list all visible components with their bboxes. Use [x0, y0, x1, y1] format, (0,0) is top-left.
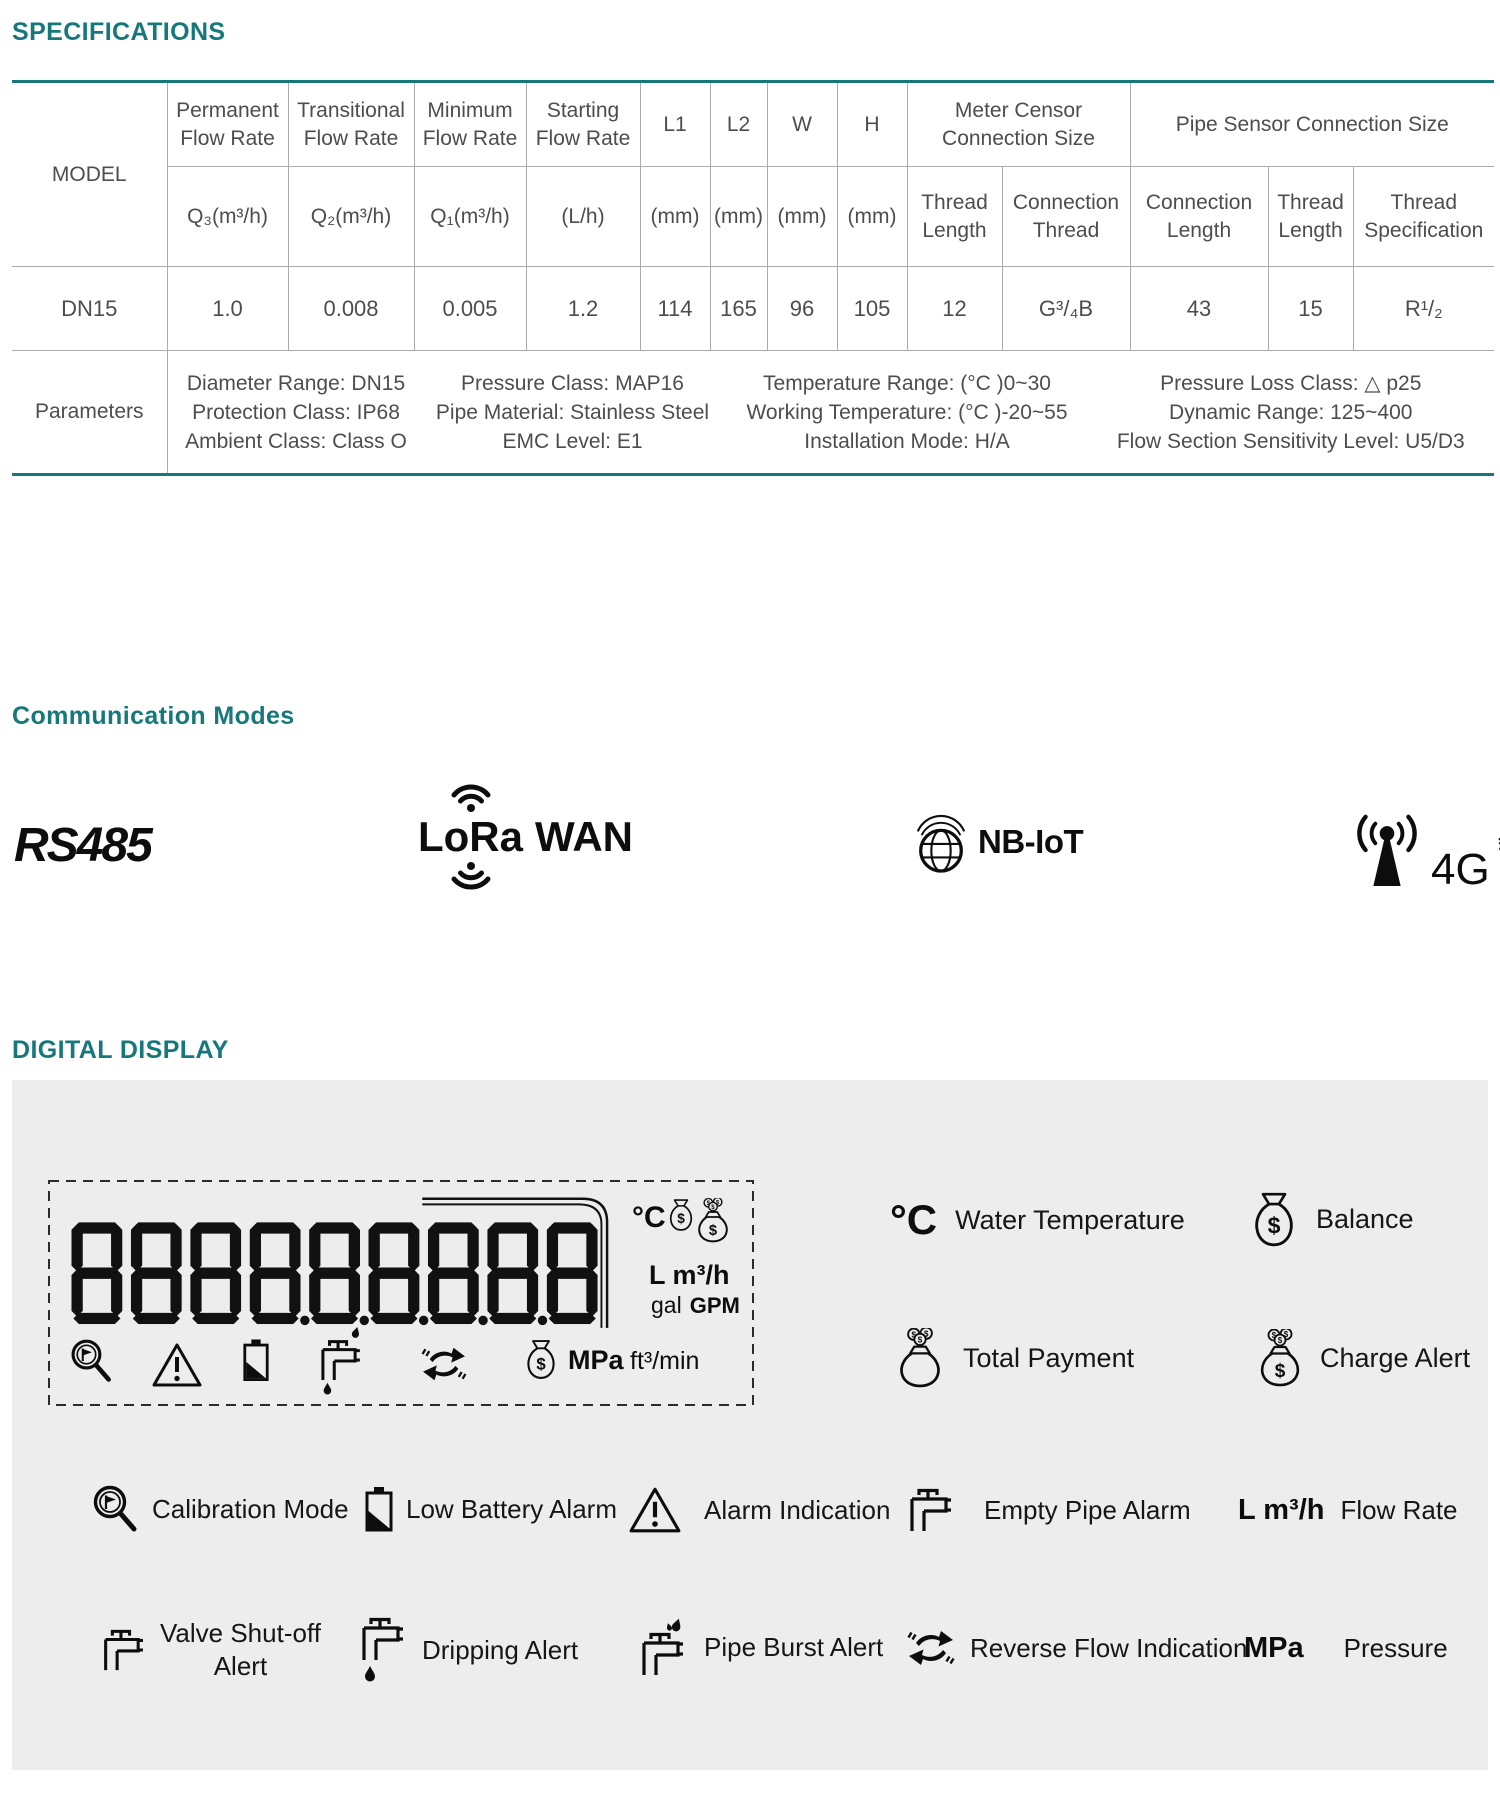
communication-modes-title: Communication Modes [12, 702, 295, 730]
unit-lh: (L/h) [526, 167, 640, 267]
faucet-icon [900, 1487, 954, 1533]
specifications-title: SPECIFICATIONS [12, 18, 226, 46]
specifications-table-wrap [12, 80, 1494, 476]
legend-label: Balance [1316, 1203, 1414, 1234]
money-bag-dollar-coins-icon [1258, 1329, 1302, 1387]
sub-header-thread-spec: Thread Specification [1353, 167, 1494, 267]
lcd-flow-units: L m³/h [649, 1260, 730, 1290]
reverse-flow-icon [420, 1344, 468, 1384]
lcd-mpa: MPa [568, 1345, 624, 1375]
lcd-gal: gal [651, 1292, 682, 1318]
faucet-drip-icon [352, 1616, 406, 1684]
reverse-flow-icon [906, 1627, 956, 1669]
lcd-ft: ft³/min [630, 1347, 700, 1375]
wifi-arcs-down-icon [440, 861, 502, 891]
faucet-burst-icon [630, 1615, 690, 1679]
celsius-icon: °C [890, 1196, 938, 1243]
cell-l2: 165 [710, 267, 767, 351]
legend-valve-shutoff-alert [94, 1610, 321, 1690]
magnifier-flag-icon [68, 1337, 116, 1385]
parameters-col-1 [171, 369, 422, 456]
col-group-meter-censor: Meter Censor Connection Size [907, 83, 1130, 167]
param-pressure-class: Pressure Class: MAP16 [461, 371, 684, 395]
money-bag-dollar-icon [1252, 1192, 1296, 1247]
param-working-temp: Working Temperature: (°C )-20~55 [746, 400, 1068, 424]
unit-q3: Q₃(m³/h) [167, 167, 288, 267]
money-bag-dollar-icon [525, 1338, 557, 1381]
param-install-mode: Installation Mode: H/A [804, 429, 1010, 453]
low-battery-icon [364, 1484, 394, 1534]
param-emc-level: EMC Level: E1 [502, 429, 643, 453]
sub-header-thread-length-meter: Thread Length [907, 167, 1002, 267]
legend-label: Pressure [1343, 1632, 1448, 1663]
legend-label: Dripping Alert [422, 1634, 579, 1665]
legend-low-battery-alarm [364, 1482, 617, 1536]
cell-q1: 0.005 [414, 267, 526, 351]
celsius-icon: °C [632, 1201, 666, 1234]
comm-mode-rs485: RS485 [14, 819, 151, 872]
sub-header-connection-thread: Connection Thread [1002, 167, 1130, 267]
cell-thread-length-pipe: 15 [1268, 267, 1353, 351]
lcd-gpm: GPM [689, 1293, 740, 1318]
unit-q1: Q₁(m³/h) [414, 167, 526, 267]
unit-mm-l1: (mm) [640, 167, 710, 267]
col-header-h: H [837, 83, 907, 167]
flow-units-glyph: L m³/h [1238, 1493, 1325, 1526]
antenna-icon [1345, 812, 1429, 888]
legend-pipe-burst-alert [630, 1604, 883, 1690]
lcd-screen [48, 1180, 754, 1406]
4g-label: 4G [1431, 844, 1490, 894]
legend-label: Flow Rate [1340, 1494, 1458, 1525]
col-header-permanent-flow: Permanent Flow Rate [167, 83, 288, 167]
cell-q2: 0.008 [288, 267, 414, 351]
col-header-minimum-flow: Minimum Flow Rate [414, 83, 526, 167]
param-diameter-range: Diameter Range: DN15 [186, 371, 406, 395]
col-header-w: W [767, 83, 837, 167]
col-header-l1: L1 [640, 83, 710, 167]
legend-label: Reverse Flow Indication [970, 1632, 1248, 1663]
col-header-model: MODEL [12, 83, 167, 267]
parameters-label: Parameters [12, 351, 167, 474]
unit-q2: Q₂(m³/h) [288, 167, 414, 267]
lorawan-stack [418, 783, 523, 891]
col-group-pipe-sensor: Pipe Sensor Connection Size [1130, 83, 1494, 167]
money-bag-dollar-icon [668, 1198, 694, 1232]
money-bag-dollar-coins-icon [696, 1198, 730, 1243]
warning-triangle-icon [628, 1486, 682, 1534]
cell-connection-thread: G³/₄B [1002, 267, 1130, 351]
legend-label: Empty Pipe Alarm [984, 1494, 1191, 1525]
faucet-valve-icon [94, 1628, 146, 1672]
legend-reverse-flow [906, 1620, 1247, 1676]
magnifier-flag-icon [90, 1483, 142, 1535]
comm-mode-nbiot [912, 810, 1083, 874]
lora-label: LoRa [418, 813, 523, 860]
comm-mode-4g [1345, 812, 1500, 894]
cell-h: 105 [837, 267, 907, 351]
cell-thread-length-meter: 12 [907, 267, 1002, 351]
unit-mm-w: (mm) [767, 167, 837, 267]
unit-mm-l2: (mm) [710, 167, 767, 267]
legend-total-payment [897, 1326, 1134, 1390]
legend-label: Total Payment [963, 1342, 1135, 1373]
legend-balance [1252, 1190, 1414, 1248]
legend-label: Water Temperature [955, 1204, 1185, 1235]
sub-header-connection-length: Connection Length [1130, 167, 1268, 267]
param-pipe-material: Pipe Material: Stainless Steel [435, 400, 710, 424]
legend-label: Low Battery Alarm [406, 1493, 617, 1524]
legend-label: Pipe Burst Alert [704, 1631, 884, 1662]
faucet-burst-drip-icon [310, 1325, 368, 1397]
digital-display-panel [12, 1080, 1488, 1770]
sub-header-thread-length-pipe: Thread Length [1268, 167, 1353, 267]
globe-icon [912, 810, 970, 874]
legend-alarm-indication [628, 1484, 890, 1536]
signal-arcs-icon [1492, 834, 1500, 858]
nbiot-label: NB-IoT [978, 823, 1084, 860]
lcd-gal-gpm [651, 1292, 740, 1319]
cell-w: 96 [767, 267, 837, 351]
legend-label: Calibration Mode [152, 1493, 349, 1524]
col-header-l2: L2 [710, 83, 767, 167]
param-protection-class: Protection Class: IP68 [192, 400, 400, 424]
money-bag-coins-icon [897, 1328, 943, 1388]
cell-q3: 1.0 [167, 267, 288, 351]
legend-label: Valve Shut-off Alert [160, 1618, 321, 1681]
table-row-dn15 [12, 267, 1494, 351]
wan-label: WAN [535, 813, 633, 860]
lcd-unit-cluster [632, 1198, 730, 1243]
cell-model: DN15 [12, 267, 167, 351]
legend-water-temperature [890, 1192, 1185, 1248]
param-flow-sensitivity: Flow Section Sensitivity Level: U5/D3 [1116, 429, 1465, 453]
legend-pressure [1244, 1620, 1448, 1676]
legend-dripping-alert [352, 1608, 578, 1692]
parameters-col-2 [422, 369, 724, 456]
cell-l1: 114 [640, 267, 710, 351]
legend-label: Charge Alert [1320, 1342, 1471, 1373]
specifications-table [12, 83, 1494, 473]
warning-triangle-icon [150, 1342, 204, 1388]
parameters-text [171, 369, 1492, 456]
parameters-col-3 [724, 369, 1091, 456]
param-dynamic-range: Dynamic Range: 125~400 [1169, 400, 1413, 424]
low-battery-icon [242, 1337, 270, 1383]
cell-connection-length: 43 [1130, 267, 1268, 351]
legend-charge-alert [1258, 1326, 1470, 1390]
unit-mm-h: (mm) [837, 167, 907, 267]
digital-display-title: DIGITAL DISPLAY [12, 1036, 229, 1064]
param-pressure-loss: Pressure Loss Class: △ p25 [1160, 371, 1422, 395]
legend-label: Alarm Indication [704, 1494, 891, 1525]
wifi-arcs-up-icon [440, 783, 502, 813]
col-header-starting-flow: Starting Flow Rate [526, 83, 640, 167]
param-temp-range: Temperature Range: (°C )0~30 [763, 371, 1051, 395]
comm-mode-lorawan [418, 783, 633, 891]
mpa-glyph: MPa [1244, 1631, 1304, 1664]
col-header-transitional-flow: Transitional Flow Rate [288, 83, 414, 167]
parameters-cell [167, 351, 1494, 474]
cell-start-flow: 1.2 [526, 267, 640, 351]
lcd-digits [62, 1194, 642, 1330]
legend-flow-rate [1238, 1484, 1458, 1536]
table-row-parameters [12, 351, 1494, 474]
legend-calibration-mode [90, 1480, 349, 1538]
legend-empty-pipe-alarm [900, 1484, 1191, 1536]
parameters-col-4 [1091, 369, 1492, 456]
param-ambient-class: Ambient Class: Class O [185, 429, 407, 453]
cell-thread-spec: R¹/₂ [1353, 267, 1494, 351]
